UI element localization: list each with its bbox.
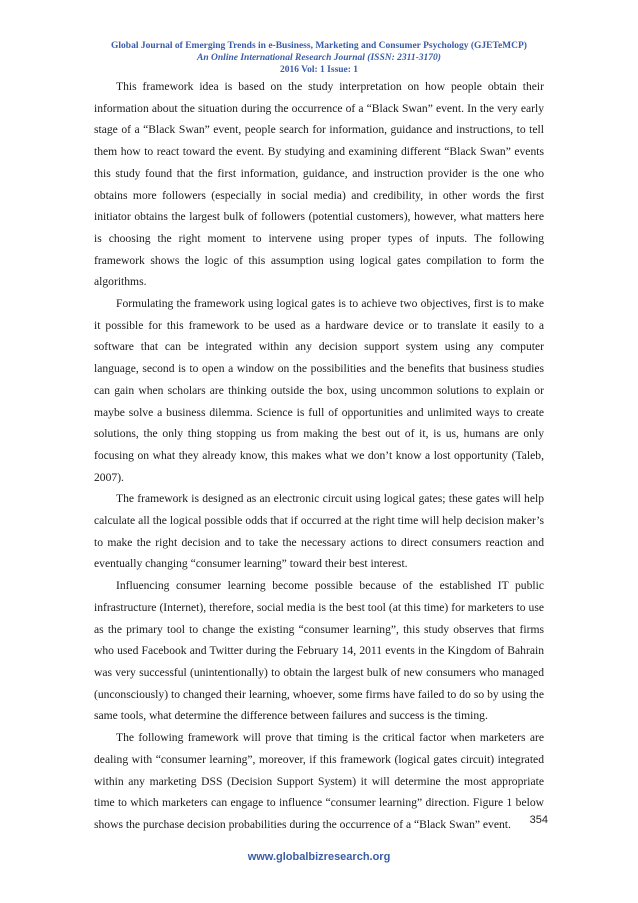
journal-title: Global Journal of Emerging Trends in e-Business, Marketing and Consumer Psychology (GJETeMCP) — [111, 41, 527, 51]
paragraph: Influencing consumer learning become possible because of the established IT public infrastructure (Internet), therefore, social media is the best tool (at this time) for marketers to use as the primary tool to change the existing “consumer learning”, this study observes that firms who used Facebook and Twitter during the February 14, 2011 events in the Kingdom of Bahrain was very successful (unintentionally) to obtain the largest bulk of new consumers who managed (unconsciously) to changed their learning, whoever, some firms have failed to do so by using the same tools, what determine the difference between failures and success is the timing. — [94, 579, 544, 723]
paragraph: Formulating the framework using logical gates is to achieve two objectives, first is to make it possible for this framework to be used as a hardware device or to translate it easily to a software that can be integrated within any decision support system using any computer language, second is to open a window on the possibilities and the benefits that business studies can gain when scholars are thinking outside the box, using uncommon solutions to explain or maybe solve a business dilemma. Science is full of opportunities and unlimited ways to create solutions, the only thing stopping us from making the best out of it, is us, humans are only focusing on what they already know, this makes what we don’t know a lost opportunity (Taleb, 2007). — [94, 297, 544, 484]
journal-volume: 2016 Vol: 1 Issue: 1 — [279, 65, 359, 75]
article-body — [94, 76, 544, 836]
footer-url[interactable]: www.globalbizresearch.org — [247, 851, 391, 863]
paragraph: This framework idea is based on the study interpretation on how people obtain their information about the situation during the occurrence of a “Black Swan” event. In the very early stage of a “Black Swan” event, people search for information, guidance and instructions, to tell them how to react toward the event. By studying and examining different “Black Swan” events this study found that the first information, guidance, and instruction provider is the one who obtains more followers (especially in social media) and credibility, in other words the first initiator obtains the largest bulk of followers (potential customers), however, what matters here is choosing the right moment to intervene using proper types of inputs. The following framework shows the logic of this assumption using logical gates compilation to form the algorithms. — [94, 80, 544, 289]
paragraph: The following framework will prove that timing is the critical factor when marketers are dealing with “consumer learning”, moreover, if this framework (logical gates circuit) integrated within any marketing DSS (Decision Support System) it will determine the most appropriate time to which marketers can engage to influence “consumer learning” direction. Figure 1 below shows the purchase decision probabilities during the occurrence of a “Black Swan” event. — [94, 731, 544, 831]
journal-header — [60, 40, 578, 76]
journal-subtitle: An Online International Research Journal (ISSN: 2311-3170) — [197, 53, 441, 63]
paragraph: The framework is designed as an electronic circuit using logical gates; these gates will help calculate all the logical possible odds that if occurred at the right time will help decision maker’s to make the right decision and to take the necessary actions to direct consumers reaction and eventually changing “consumer learning” toward their best interest. — [94, 492, 544, 571]
page-number: 354 — [529, 814, 548, 826]
